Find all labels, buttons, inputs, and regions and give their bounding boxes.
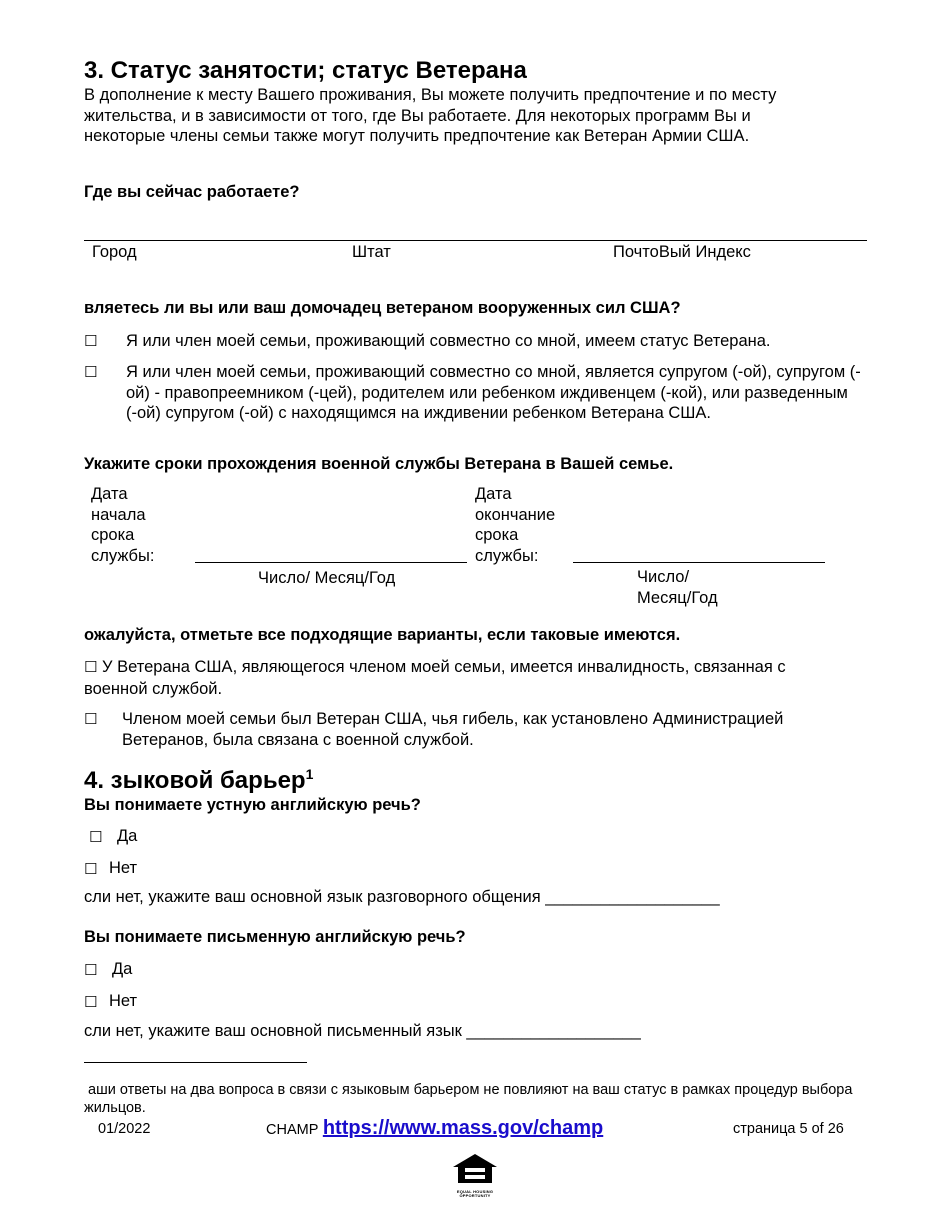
footer-date: 01/2022 xyxy=(98,1121,151,1137)
spoken-language-field[interactable]: сли нет, укажите ваш основной язык разговорного общения ___________________ xyxy=(84,888,720,906)
disability-checkbox[interactable]: ☐ xyxy=(84,659,98,676)
state-label: Штат xyxy=(352,243,391,261)
spoken-no-label: Нет xyxy=(109,859,138,877)
veteran-opt1-label: Я или член моей семьи, проживающий совместно со мной, имеем статус Ветерана. xyxy=(126,332,771,350)
footnote-text xyxy=(84,1081,874,1117)
footer-center xyxy=(266,1117,603,1140)
written-yes-label: Да xyxy=(112,960,133,978)
end-date-field[interactable] xyxy=(573,562,825,563)
footnote-divider xyxy=(84,1062,307,1063)
veteran-opt2-label: Я или член моей семьи, проживающий совместно со мной, является супругом (-ой), супругом (-ой) - правопреемником (-цей), родителем или ребенком иждивенцем (-кой), или разведенным (-ой) супругом (-ой) с находящимся на иждивении ребенком Ветерана США. xyxy=(126,363,861,422)
footer-org: CHAMP xyxy=(266,1122,319,1138)
veteran-opt2-checkbox[interactable]: ☐ xyxy=(84,364,98,381)
written-no-checkbox[interactable]: ☐ xyxy=(84,994,98,1011)
service-question: Укажите сроки прохождения военной службы Ветерана в Вашей семье. xyxy=(84,455,674,473)
check-all-instruction: ожалуйста, отметьте все подходящие варианты, если таковые имеются. xyxy=(84,626,681,644)
death-label: Членом моей семьи был Ветеран США, чья гибель, как установлено Администрацией Ветеранов, была связана с военной службой. xyxy=(122,710,784,749)
veteran-opt1-checkbox[interactable]: ☐ xyxy=(84,333,98,350)
death-checkbox[interactable]: ☐ xyxy=(84,711,98,728)
veteran-question: вляетесь ли вы или ваш домочадец ветераном вооруженных сил США? xyxy=(84,299,681,317)
start-date-format: Число/ Месяц/Год xyxy=(258,569,396,587)
section-3-title: 3. Статус занятости; статус Ветерана xyxy=(84,57,527,84)
section-3-intro: В дополнение к месту Вашего проживания, Вы можете получить предпочтение и по месту жительства, и в зависимости от того, где Вы работаете. Для некоторых программ Вы и некоторые члены семьи также могут получить предпочтение как Ветеран Армии США. xyxy=(84,86,777,145)
house-icon xyxy=(451,1152,499,1185)
footnote-mark: 1 xyxy=(305,766,314,782)
written-language-field[interactable]: сли нет, укажите ваш основной письменный язык ___________________ xyxy=(84,1022,641,1040)
section-4-title-text: 4. зыковой барьер xyxy=(84,767,306,794)
logo-caption: EQUAL HOUSING OPPORTUNITY xyxy=(456,1189,494,1198)
work-question: Где вы сейчас работаете? xyxy=(84,183,300,201)
footnote-body: аши ответы на два вопроса в связи с языковым барьером не повлияют на ваш статус в рамках процедур выбора жильцов. xyxy=(84,1082,853,1116)
equal-housing-logo xyxy=(451,1152,499,1198)
written-question: Вы понимаете письменную английскую речь? xyxy=(84,928,466,946)
start-date-field[interactable] xyxy=(195,562,467,563)
city-label: Город xyxy=(92,243,137,261)
end-date-label: Дата окончание срока службы: xyxy=(475,485,556,565)
champ-link[interactable]: https://www.mass.gov/champ xyxy=(322,1117,604,1139)
disability-label: У Ветерана США, являющегося членом моей семьи, имеется инвалидность, связанная с военной службой. xyxy=(84,658,786,698)
spoken-no-checkbox[interactable]: ☐ xyxy=(84,861,98,878)
footer-page-number: страница 5 of 26 xyxy=(733,1121,844,1137)
work-location-line[interactable] xyxy=(84,240,867,241)
zip-label: ПочтоВый Индекс xyxy=(613,243,751,261)
written-yes-checkbox[interactable]: ☐ xyxy=(84,962,98,979)
spoken-yes-checkbox[interactable]: ☐ xyxy=(89,829,103,846)
spoken-yes-label: Да xyxy=(117,827,138,845)
spoken-question: Вы понимаете устную английскую речь? xyxy=(84,796,421,814)
written-no-label: Нет xyxy=(109,992,138,1010)
start-date-label: Дата начала срока службы: xyxy=(91,485,155,565)
end-date-format: Число/ Месяц/Год xyxy=(637,568,718,607)
disability-option[interactable] xyxy=(84,657,844,699)
section-4-title xyxy=(84,766,313,795)
